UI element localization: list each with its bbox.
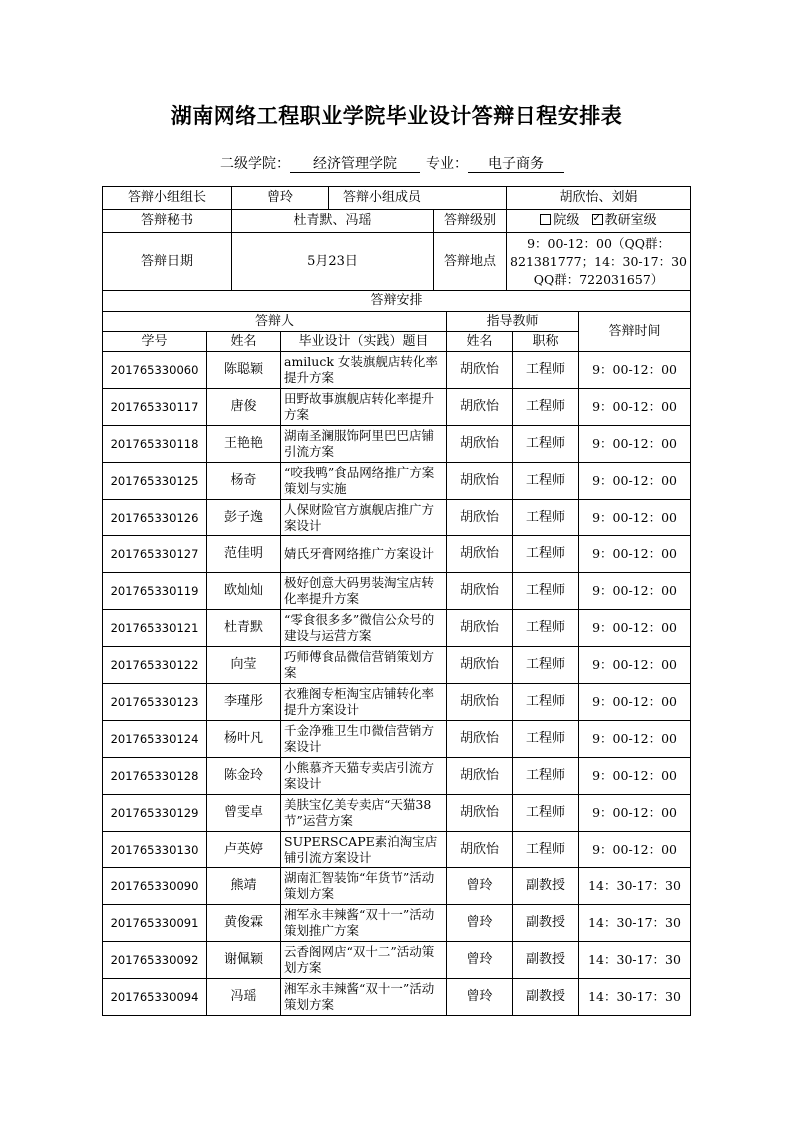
advisor-name: 胡欣怡: [447, 352, 513, 389]
table-row: [103, 868, 691, 905]
advisor-title: 工程师: [513, 684, 579, 721]
id-header: 学号: [103, 332, 207, 352]
section-title: 答辩安排: [103, 291, 691, 312]
topic: SUPERSCAPE素泊淘宝店铺引流方案设计: [281, 831, 447, 868]
advisor-title: 工程师: [513, 831, 579, 868]
student-name: 杨奇: [207, 462, 281, 499]
topic: amiluck 女装旗舰店转化率提升方案: [281, 352, 447, 389]
defense-time: 9：00-12：00: [579, 794, 691, 831]
defense-time: 9：00-12：00: [579, 684, 691, 721]
table-row: [103, 352, 691, 389]
student-id: 201765330130: [103, 831, 207, 868]
table-row: [103, 425, 691, 462]
student-id: 201765330129: [103, 794, 207, 831]
defense-time: 9：00-12：00: [579, 388, 691, 425]
topic: 湖南圣澜服饰阿里巴巴店铺引流方案: [281, 425, 447, 462]
defense-time: 14：30-17：30: [579, 905, 691, 942]
advisor-name: 曾玲: [447, 868, 513, 905]
student-id: 201765330091: [103, 905, 207, 942]
advisor-title: 副教授: [513, 979, 579, 1016]
college-label: 二级学院：: [220, 156, 290, 172]
topic: 云香阁网店“双十二”活动策划方案: [281, 942, 447, 979]
advisor-title: 工程师: [513, 425, 579, 462]
advisor-name: 胡欣怡: [447, 757, 513, 794]
topic: 湘军永丰辣酱“双十一”活动策划推广方案: [281, 905, 447, 942]
topic-header: 毕业设计（实践）题目: [281, 332, 447, 352]
advisor-title: 工程师: [513, 610, 579, 647]
student-group-header: 答辩人: [103, 312, 447, 332]
defense-time: 9：00-12：00: [579, 536, 691, 573]
table-row: [103, 462, 691, 499]
members-label: 答辩小组成员: [329, 187, 507, 210]
topic: 美肤宝亿美专卖店“天猫38节”运营方案: [281, 794, 447, 831]
advisor-title: 工程师: [513, 573, 579, 610]
student-id: 201765330094: [103, 979, 207, 1016]
topic: 湘军永丰辣酱“双十一”活动策划方案: [281, 979, 447, 1016]
advisor-title: 工程师: [513, 757, 579, 794]
student-id: 201765330123: [103, 684, 207, 721]
table-row: [103, 720, 691, 757]
table-row: [103, 684, 691, 721]
student-id: 201765330092: [103, 942, 207, 979]
student-name: 黄俊霖: [207, 905, 281, 942]
defense-time: 9：00-12：00: [579, 499, 691, 536]
level-dept-checkbox[interactable]: [592, 214, 603, 225]
secretary-value: 杜青默、冯瑶: [232, 210, 434, 233]
major-label: 专业：: [426, 156, 468, 172]
defense-time: 9：00-12：00: [579, 610, 691, 647]
leader-label: 答辩小组组长: [103, 187, 232, 210]
student-name: 卢英婷: [207, 831, 281, 868]
defense-time: 9：00-12：00: [579, 573, 691, 610]
advisor-name: 胡欣怡: [447, 831, 513, 868]
date-value: 5月23日: [232, 233, 434, 291]
defense-time: 9：00-12：00: [579, 425, 691, 462]
student-id: 201765330118: [103, 425, 207, 462]
table-row: [103, 831, 691, 868]
student-id: 201765330117: [103, 388, 207, 425]
student-id: 201765330127: [103, 536, 207, 573]
advisor-title: 工程师: [513, 794, 579, 831]
date-label: 答辩日期: [103, 233, 232, 291]
meta-line: [220, 153, 564, 173]
student-name: 熊靖: [207, 868, 281, 905]
page-title: 湖南网络工程职业学院毕业设计答辩日程安排表: [170, 104, 623, 128]
advisor-name: 曾玲: [447, 905, 513, 942]
defense-time: 9：00-12：00: [579, 720, 691, 757]
student-name: 杜青默: [207, 610, 281, 647]
topic: 衣雅阁专柜淘宝店铺转化率提升方案设计: [281, 684, 447, 721]
student-id: 201765330128: [103, 757, 207, 794]
advisor-title: 工程师: [513, 536, 579, 573]
defense-time: 9：00-12：00: [579, 647, 691, 684]
topic: “零食很多多”微信公众号的建设与运营方案: [281, 610, 447, 647]
student-name: 谢佩颖: [207, 942, 281, 979]
advisor-name: 曾玲: [447, 979, 513, 1016]
college-value: 经济管理学院: [290, 156, 420, 173]
schedule-rows: [103, 352, 691, 1016]
defense-time: 9：00-12：00: [579, 462, 691, 499]
topic: 千金净雅卫生巾微信营销方案设计: [281, 720, 447, 757]
advisor-name: 胡欣怡: [447, 573, 513, 610]
schedule-table: [102, 311, 691, 1016]
table-row: [103, 536, 691, 573]
student-id: 201765330126: [103, 499, 207, 536]
table-row: [103, 388, 691, 425]
defense-time: 9：00-12：00: [579, 352, 691, 389]
advisor-title: 副教授: [513, 905, 579, 942]
student-name: 杨叶凡: [207, 720, 281, 757]
level-options: [507, 210, 691, 233]
advisor-title: 工程师: [513, 499, 579, 536]
student-name: 彭子逸: [207, 499, 281, 536]
student-id: 201765330121: [103, 610, 207, 647]
advisor-name: 胡欣怡: [447, 684, 513, 721]
leader-value: 曾玲: [232, 187, 329, 210]
topic: 小熊慕齐天猫专卖店引流方案设计: [281, 757, 447, 794]
advisor-name: 曾玲: [447, 942, 513, 979]
advisor-name: 胡欣怡: [447, 388, 513, 425]
advisor-name: 胡欣怡: [447, 499, 513, 536]
defense-time: 9：00-12：00: [579, 831, 691, 868]
place-label: 答辩地点: [434, 233, 507, 291]
topic: 极好创意大码男装淘宝店转化率提升方案: [281, 573, 447, 610]
schedule-sheet: [102, 186, 691, 1016]
topic: 人保财险官方旗舰店推广方案设计: [281, 499, 447, 536]
defense-time: 14：30-17：30: [579, 868, 691, 905]
student-name: 李瑾彤: [207, 684, 281, 721]
advisor-title: 副教授: [513, 868, 579, 905]
student-id: 201765330060: [103, 352, 207, 389]
student-name: 欧灿灿: [207, 573, 281, 610]
level-dept-label: 教研室级: [604, 213, 657, 228]
members-value: 胡欣怡、刘娟: [507, 187, 691, 210]
name-header: 姓名: [207, 332, 281, 352]
table-row: [103, 794, 691, 831]
secretary-label: 答辩秘书: [103, 210, 232, 233]
advisor-group-header: 指导教师: [447, 312, 579, 332]
table-row: [103, 757, 691, 794]
topic: 田野故事旗舰店转化率提升方案: [281, 388, 447, 425]
student-name: 王艳艳: [207, 425, 281, 462]
advisor-name: 胡欣怡: [447, 610, 513, 647]
advisor-title: 工程师: [513, 647, 579, 684]
defense-time: 14：30-17：30: [579, 942, 691, 979]
student-name: 陈聪颖: [207, 352, 281, 389]
defense-time: 9：00-12：00: [579, 757, 691, 794]
table-row: [103, 647, 691, 684]
level-school-checkbox[interactable]: [540, 214, 551, 225]
major-value: 电子商务: [468, 156, 564, 173]
student-name: 唐俊: [207, 388, 281, 425]
advisor-name: 胡欣怡: [447, 720, 513, 757]
topic: 湖南汇智装饰“年货节”活动策划方案: [281, 868, 447, 905]
student-name: 曾雯卓: [207, 794, 281, 831]
advisor-name: 胡欣怡: [447, 536, 513, 573]
advisor-name: 胡欣怡: [447, 794, 513, 831]
topic: 婧氏牙膏网络推广方案设计: [281, 536, 447, 573]
student-name: 冯瑶: [207, 979, 281, 1016]
place-value: 9：00-12：00（QQ群：821381777；14：30-17：30 QQ群：722031657）: [507, 233, 691, 291]
student-name: 向莹: [207, 647, 281, 684]
advisor-name: 胡欣怡: [447, 647, 513, 684]
advisor-title: 工程师: [513, 388, 579, 425]
defense-time: 14：30-17：30: [579, 979, 691, 1016]
advisor-name: 胡欣怡: [447, 425, 513, 462]
topic: 巧师傅食品微信营销策划方案: [281, 647, 447, 684]
level-school-label: 院级: [553, 213, 580, 228]
student-name: 范佳明: [207, 536, 281, 573]
time-header: 答辩时间: [579, 312, 691, 352]
table-row: [103, 979, 691, 1016]
student-id: 201765330090: [103, 868, 207, 905]
advisor-title: 工程师: [513, 720, 579, 757]
student-id: 201765330122: [103, 647, 207, 684]
table-row: [103, 942, 691, 979]
advisor-title: 工程师: [513, 462, 579, 499]
advisor-title: 工程师: [513, 352, 579, 389]
topic: “咬我鸭”食品网络推广方案策划与实施: [281, 462, 447, 499]
level-label: 答辩级别: [434, 210, 507, 233]
advisor-title-header: 职称: [513, 332, 579, 352]
student-id: 201765330124: [103, 720, 207, 757]
table-row: [103, 610, 691, 647]
student-name: 陈金玲: [207, 757, 281, 794]
info-table: [102, 186, 691, 312]
student-id: 201765330119: [103, 573, 207, 610]
table-row: [103, 573, 691, 610]
table-row: [103, 499, 691, 536]
advisor-title: 副教授: [513, 942, 579, 979]
student-id: 201765330125: [103, 462, 207, 499]
advisor-name: 胡欣怡: [447, 462, 513, 499]
table-row: [103, 905, 691, 942]
advisor-name-header: 姓名: [447, 332, 513, 352]
